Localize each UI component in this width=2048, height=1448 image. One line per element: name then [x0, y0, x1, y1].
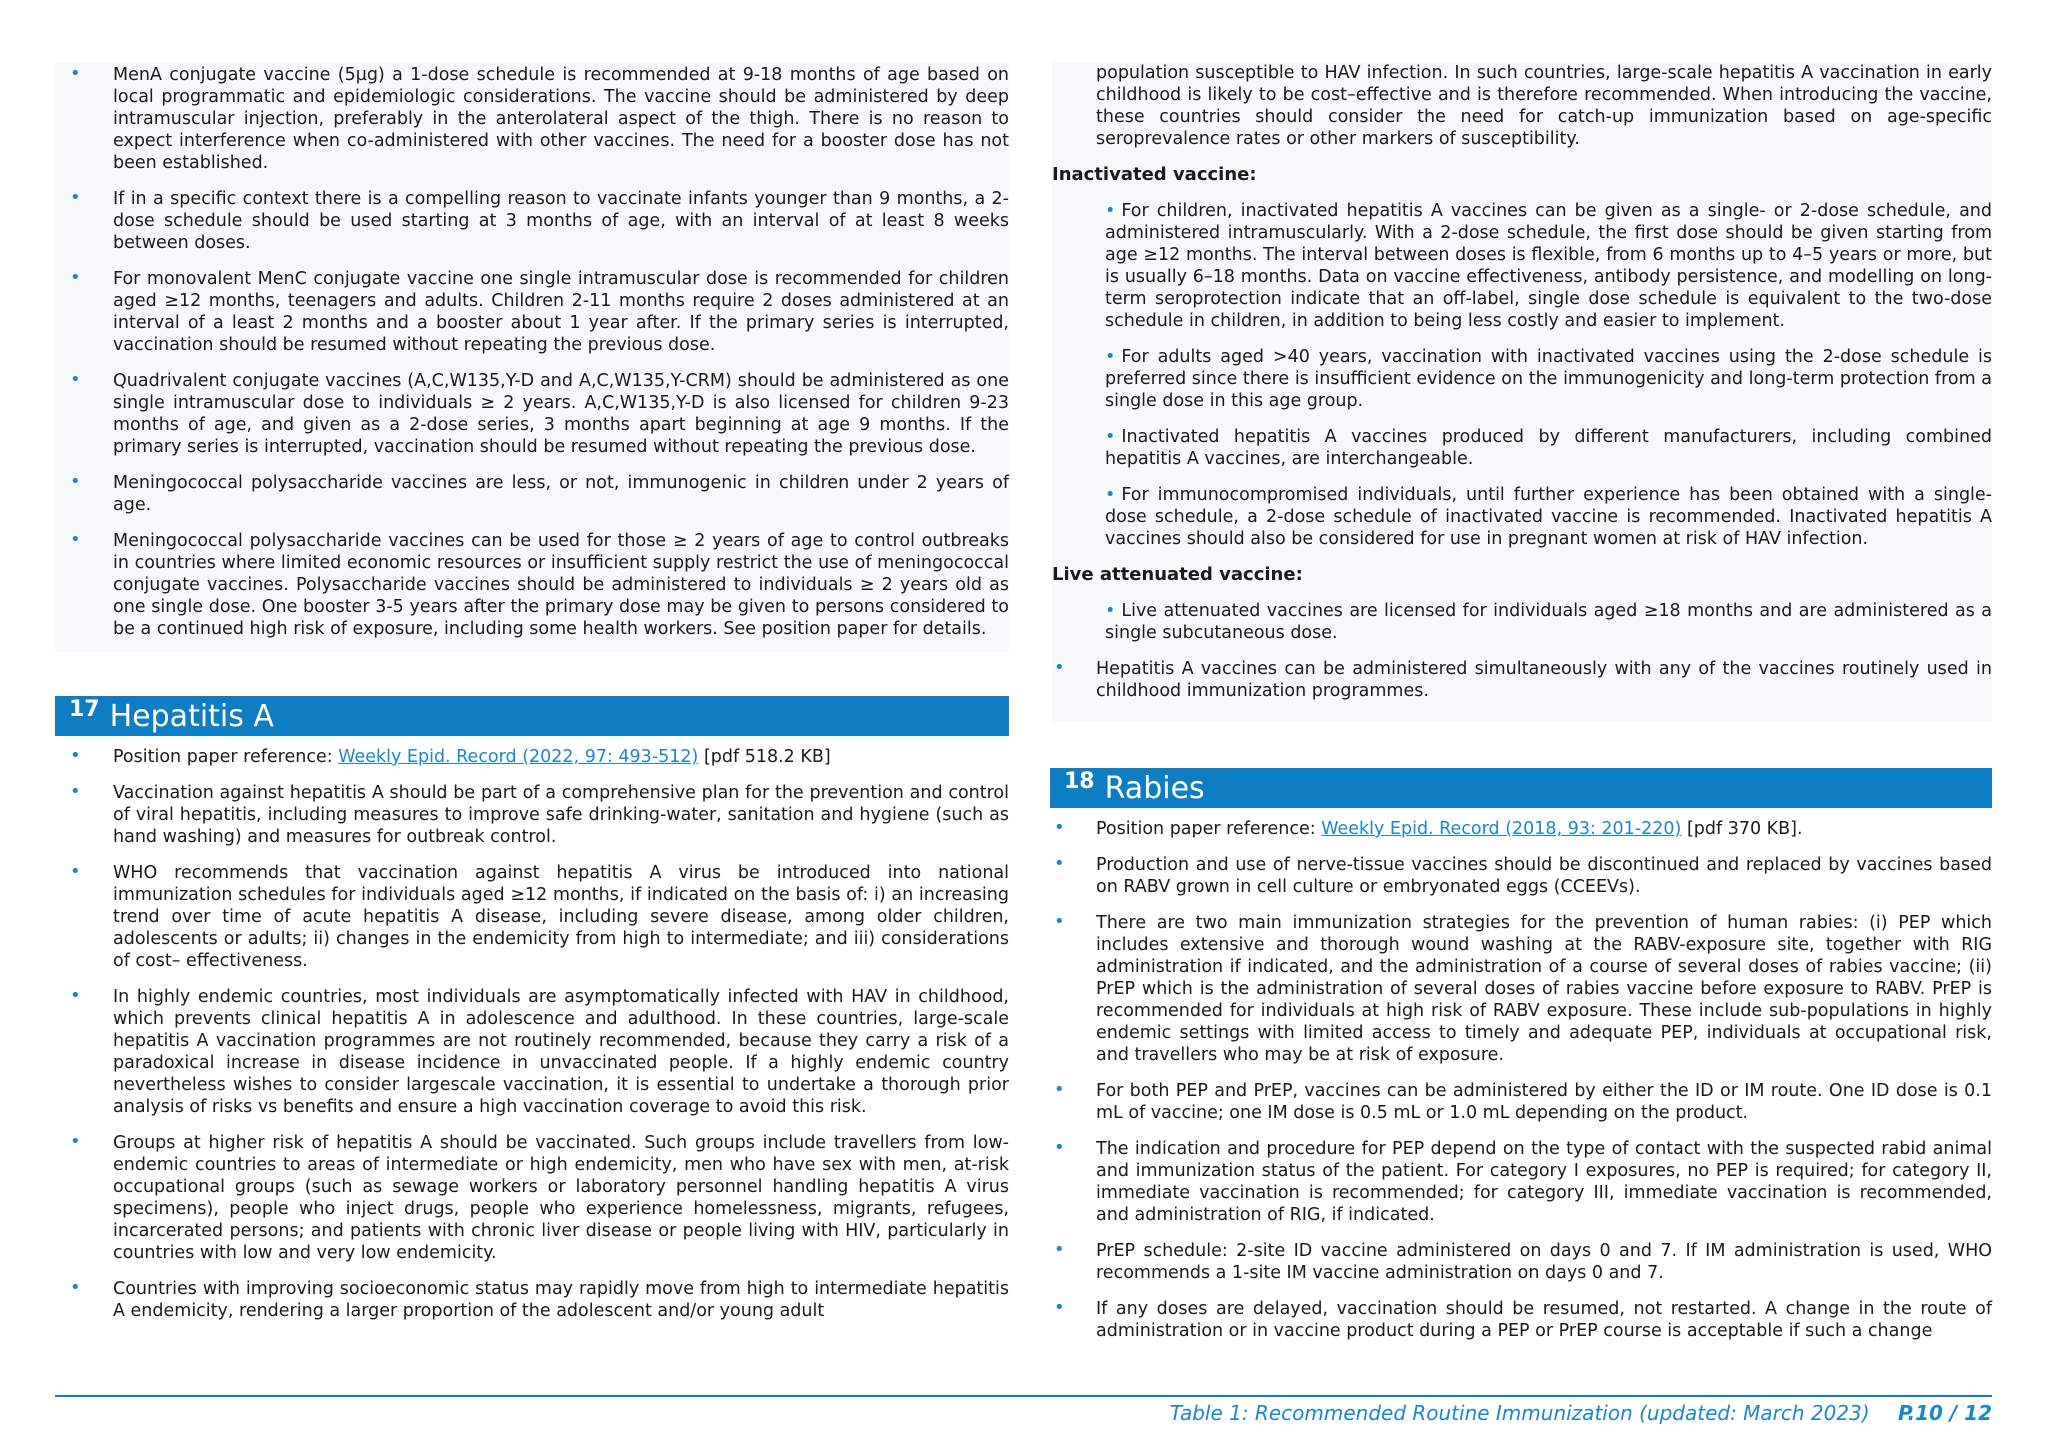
meningococcal-continued [55, 62, 1009, 652]
bullet-icon: • [1054, 1079, 1065, 1100]
bullet-icon: • [1105, 347, 1116, 367]
list-item: • MenA conjugate vaccine (5µg) a 1-dose schedule is recommended at 9-18 months of age based on local programmatic and epidemiologic considerations. The vaccine should be administered by deep intramuscular injection, preferably in the anterolateral aspect of the thigh. There is no reason to expect interference when co-administered with other vaccines. The need for a booster dose has not been established. [70, 63, 1009, 173]
list-item: • For monovalent MenC conjugate vaccine one single intramuscular dose is recommended for children aged ≥12 months, teenagers and adults. Children 2-11 months require 2 doses administered at an interval of a least 2 months and a booster about 1 year after. If the primary series is interrupted, vaccination should be resumed without repeating the previous dose. [70, 267, 1009, 355]
bullet-icon: • [70, 267, 81, 288]
bullet-icon: • [70, 781, 81, 802]
list-item: • Groups at higher risk of hepatitis A should be vaccinated. Such groups include travellers from low-endemic countries to areas of intermediate or high endemicity, men who have sex with men, at-risk occupational groups (such as sewage workers or laboratory personnel handling hepatitis A virus specimens), people who inject drugs, people who experience homelessness, migrants, refugees, incarcerated persons; and patients with chronic liver disease or people living with HIV, particularly in countries with low and very low endemicity. [70, 1131, 1009, 1263]
footer-title: Table 1: Recommended Routine Immunization (updated: March 2023) [1169, 1401, 1870, 1425]
section-number: 17 [69, 696, 100, 722]
section-number: 18 [1064, 768, 1095, 794]
section-17-header [55, 696, 1009, 736]
bullet-icon: • [1054, 911, 1065, 932]
bullet-icon: • [70, 471, 81, 492]
bullet-icon: • [70, 529, 81, 550]
list-item: • If any doses are delayed, vaccination should be resumed, not restarted. A change in the route of administration or in vaccine product during a PEP or PrEP course is acceptable if such a change [1054, 1297, 1992, 1341]
list-item: • Quadrivalent conjugate vaccines (A,C,W135,Y-D and A,C,W135,Y-CRM) should be administered as one single intramuscular dose to individuals ≥ 2 years. A,C,W135,Y-D is also licensed for children 9-23 months of age, and given as a 2-dose series, 3 months apart beginning at age 9 months. If the primary series is interrupted, vaccination should be resumed without repeating the previous dose. [70, 369, 1009, 457]
hepatitis-a-continued [1052, 62, 1992, 722]
continuation-text: population susceptible to HAV infection. In such countries, large-scale hepatitis A vaccination in early childhood is likely to be cost–effective and is therefore recommended. When introducing the vaccine, these countries should consider the need for catch-up immunization based on age-specific seroprevalence rates or other markers of susceptibility. [1096, 63, 1992, 149]
left-column [55, 62, 1009, 1336]
section-18-header [1050, 768, 1992, 808]
bullet-icon: • [1105, 427, 1116, 447]
list-item: • For both PEP and PrEP, vaccines can be administered by either the ID or IM route. One ID dose is 0.1 mL of vaccine; one IM dose is 0.5 mL or 1.0 mL depending on the product. [1054, 1079, 1992, 1123]
section-title: Hepatitis A [109, 698, 274, 734]
bullet-icon: • [1105, 485, 1116, 505]
bullet-icon: • [1054, 1137, 1065, 1158]
bullet-icon: • [70, 187, 81, 208]
list-item: • The indication and procedure for PEP depend on the type of contact with the suspected rabid animal and immunization status of the patient. For category I exposures, no PEP is required; for category II, immediate vaccination is recommended; for category III, immediate vaccination is recommended, and administration of RIG, if indicated. [1054, 1137, 1992, 1225]
list-item: • Inactivated hepatitis A vaccines produced by different manufacturers, including combined hepatitis A vaccines, are interchangeable. [1105, 427, 1992, 469]
list-item: • In highly endemic countries, most individuals are asymptomatically infected with HAV in childhood, which prevents clinical hepatitis A in adolescence and adulthood. In these countries, large-scale hepatitis A vaccination programmes are not routinely recommended, because they carry a risk of a paradoxical increase in disease incidence in unvaccinated people. If a highly endemic country nevertheless wishes to consider largescale vaccination, it is essential to undertake a thorough prior analysis of risks vs benefits and ensure a high vaccination coverage to avoid this risk. [70, 985, 1009, 1117]
bullet-icon: • [1054, 817, 1065, 838]
list-item: • Meningococcal polysaccharide vaccines can be used for those ≥ 2 years of age to control outbreaks in countries where limited economic resources or insufficient supply restrict the use of meningococcal conjugate vaccines. Polysaccharide vaccines should be administered to individuals ≥ 2 years old as one single dose. One booster 3-5 years after the primary dose may be given to persons considered to be a continued high risk of exposure, including some health workers. See position paper for details. [70, 529, 1009, 639]
bullet-icon: • [1054, 1239, 1065, 1260]
bullet-icon: • [70, 1277, 81, 1298]
bullet-icon: • [70, 861, 81, 882]
page-footer [1170, 1401, 1992, 1425]
bullet-icon: • [1054, 657, 1065, 678]
bullet-icon: • [1105, 601, 1116, 621]
footer-divider [55, 1395, 1992, 1397]
position-paper-link[interactable]: Weekly Epid. Record (2018, 93: 201-220) [1321, 819, 1682, 839]
right-column [1052, 62, 1992, 1356]
list-item: • If in a specific context there is a compelling reason to vaccinate infants younger than 9 months, a 2-dose schedule should be used starting at 3 months of age, with an interval of at least 8 weeks between doses. [70, 187, 1009, 253]
bullet-icon: • [1054, 853, 1065, 874]
list-item: • Countries with improving socioeconomic status may rapidly move from high to intermediate hepatitis A endemicity, rendering a larger proportion of the adolescent and/or young adult [70, 1277, 1009, 1321]
bullet-icon: • [70, 369, 81, 390]
bullet-icon: • [70, 745, 81, 766]
list-item: • WHO recommends that vaccination against hepatitis A virus be introduced into national immunization schedules for individuals aged ≥12 months, if indicated on the basis of: i) an increasing trend over time of acute hepatitis A disease, including severe disease, among older children, adolescents or adults; ii) changes in the endemicity from high to intermediate; and iii) considerations of cost– effectiveness. [70, 861, 1009, 971]
spacer [1052, 722, 1992, 768]
position-paper-reference: • Position paper reference: Weekly Epid. Record (2018, 93: 201-220) [pdf 370 KB]. [1054, 817, 1803, 839]
bullet-icon: • [70, 985, 81, 1006]
position-paper-reference: • Position paper reference: Weekly Epid. Record (2022, 97: 493-512) [pdf 518.2 KB] [70, 745, 831, 767]
section-title: Rabies [1104, 770, 1205, 806]
list-item: • Production and use of nerve-tissue vaccines should be discontinued and replaced by vaccines based on RABV grown in cell culture or embryonated eggs (CCEEVs). [1054, 853, 1992, 897]
list-item: • There are two main immunization strategies for the prevention of human rabies: (i) PEP which includes extensive and thorough wound washing at the RABV-exposure site, together with RIG administration if indicated, and the administration of a course of several doses of rabies vaccine; (ii) PrEP which is the administration of several doses of rabies vaccine before exposure to RABV. PrEP is recommended for individuals at high risk of RABV exposure. These include sub-populations in highly endemic settings with limited access to timely and adequate PEP, individuals at occupational risk, and travellers who may be at risk of exposure. [1054, 911, 1992, 1065]
list-item: • For immunocompromised individuals, until further experience has been obtained with a single-dose schedule, a 2-dose schedule of inactivated vaccine is recommended. Inactivated hepatitis A vaccines should also be considered for use in pregnant women at risk of HAV infection. [1105, 485, 1992, 549]
list-item: • For children, inactivated hepatitis A vaccines can be given as a single- or 2-dose schedule, and administered intramuscularly. With a 2-dose schedule, the first dose should be given starting from age ≥12 months. The interval between doses is flexible, from 6 months up to 4–5 years or more, but is usually 6–18 months. Data on vaccine effectiveness, antibody persistence, and modelling on long-term seroprotection indicate that an off-label, single dose schedule is equivalent to the two-dose schedule in children, in addition to being less costly and easier to implement. [1105, 201, 1992, 331]
spacer [55, 652, 1009, 696]
live-attenuated-heading: Live attenuated vaccine: [1052, 564, 1303, 585]
list-item: • For adults aged >40 years, vaccination with inactivated vaccines using the 2-dose schedule is preferred since there is insufficient evidence on the immunogenicity and long-term protection from a single dose in this age group. [1105, 347, 1992, 411]
list-item: • Meningococcal polysaccharide vaccines are less, or not, immunogenic in children under 2 years of age. [70, 471, 1009, 515]
list-item: • PrEP schedule: 2-site ID vaccine administered on days 0 and 7. If IM administration is used, WHO recommends a 1-site IM vaccine administration on days 0 and 7. [1054, 1239, 1992, 1283]
inactivated-heading: Inactivated vaccine: [1052, 164, 1257, 185]
bullet-icon: • [70, 63, 81, 84]
position-paper-link[interactable]: Weekly Epid. Record (2022, 97: 493-512) [338, 747, 699, 767]
list-item: • Hepatitis A vaccines can be administered simultaneously with any of the vaccines routinely used in childhood immunization programmes. [1054, 657, 1992, 701]
bullet-icon: • [1054, 1297, 1065, 1318]
list-item: • Vaccination against hepatitis A should be part of a comprehensive plan for the prevention and control of viral hepatitis, including measures to improve safe drinking-water, sanitation and hygiene (such as hand washing) and measures for outbreak control. [70, 781, 1009, 847]
bullet-icon: • [1105, 201, 1116, 221]
bullet-icon: • [70, 1131, 81, 1152]
page-number: P.10 / 12 [1898, 1401, 1992, 1425]
list-item: • Live attenuated vaccines are licensed for individuals aged ≥18 months and are administered as a single subcutaneous dose. [1105, 601, 1992, 643]
